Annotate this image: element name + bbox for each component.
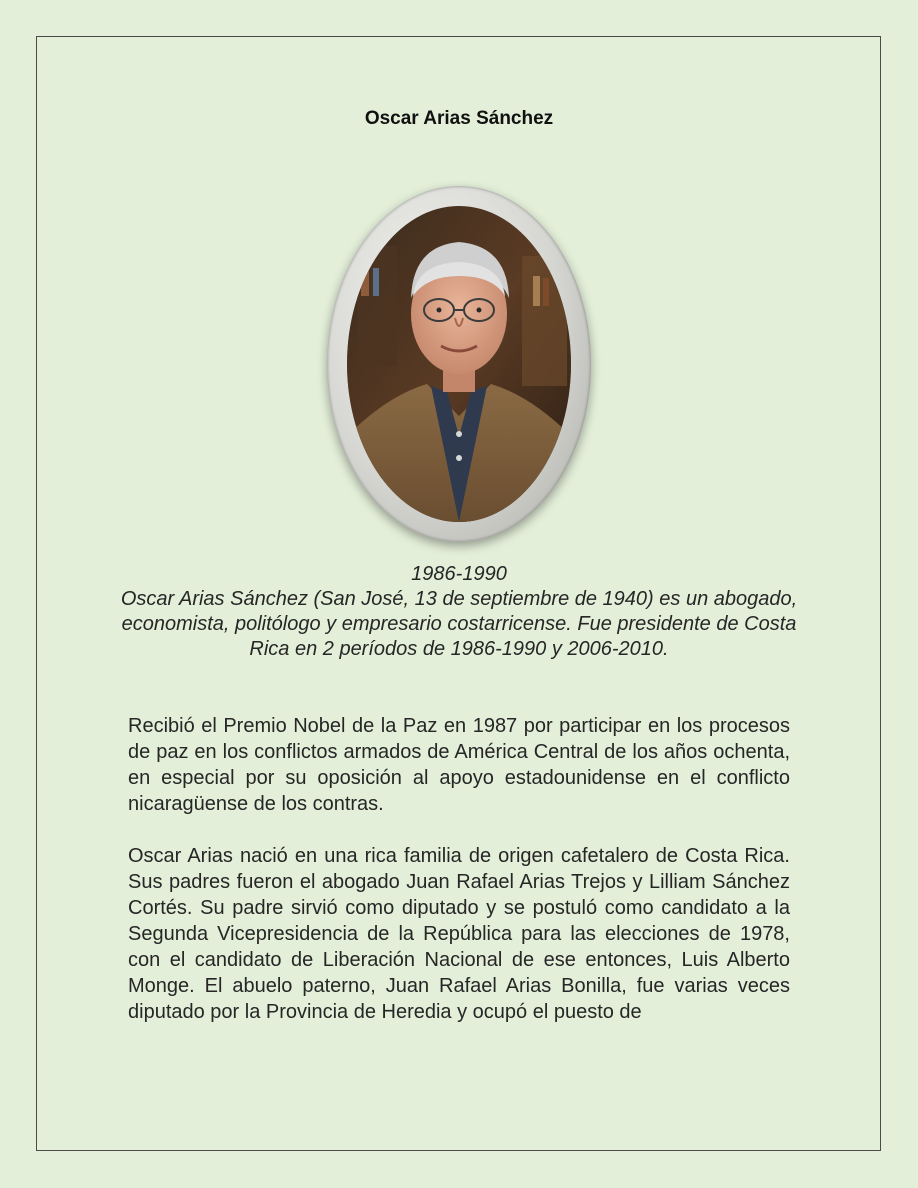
page-title: Oscar Arias Sánchez: [364, 108, 554, 129]
paragraph-nobel: Recibió el Premio Nobel de la Paz en 1987 por participar en los procesos de paz en los conflictos armados de América Central de los años ochenta, en especial por su oposición al apoyo estadounidense en el conflicto nicaragüense de los contras.: [128, 715, 790, 815]
portrait-photo: [347, 206, 571, 522]
caption-text: Oscar Arias Sánchez (San José, 13 de septiembre de 1940) es un abogado, economista, politólogo y empresario costarricense. Fue presidente de Costa Rica en 2 períodos de 1986-1990 y 2006-2010.: [120, 588, 798, 660]
paragraph-family: Oscar Arias nació en una rica familia de origen cafetalero de Costa Rica. Sus padres fueron el abogado Juan Rafael Arias Trejos y Lilliam Sánchez Cortés. Su padre sirvió como diputado y se postuló como candidato a la Segunda Vicepresidencia de la República para las elecciones de 1978, con el candidato de Liberación Nacional de ese entonces, Luis Alberto Monge. El abuelo paterno, Juan Rafael Arias Bonilla, fue varias veces diputado por la Provincia de Heredia y ocupó el puesto de: [128, 845, 790, 1023]
caption-years: 1986-1990: [411, 563, 507, 585]
portrait-caption: [118, 562, 800, 662]
portrait-frame: [327, 186, 591, 542]
